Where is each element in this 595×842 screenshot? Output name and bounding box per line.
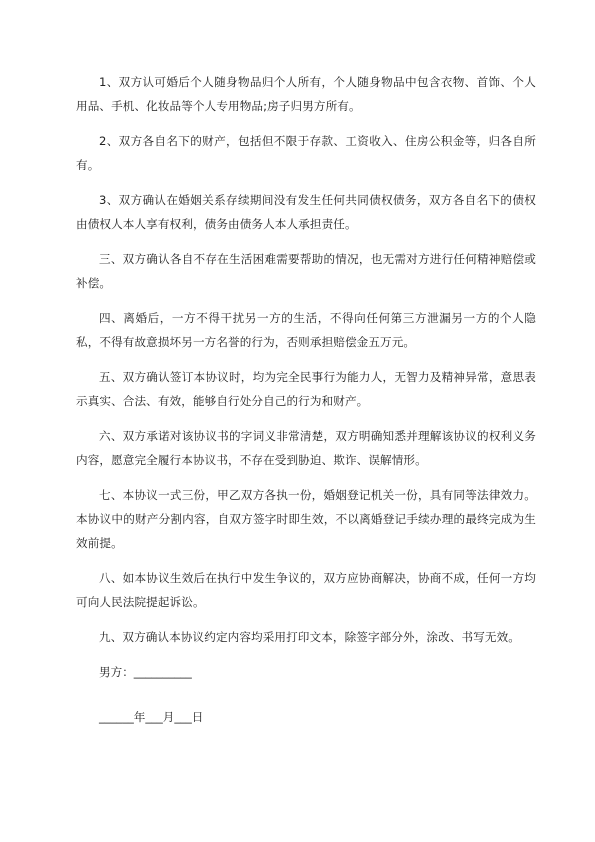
clause-3: 3、双方确认在婚姻关系存续期间没有发生任何共同债权债务，双方各自名下的债权由债权人本人享有权利，债务由债务人本人承担责任。 bbox=[76, 193, 536, 231]
clause-section-9: 九、双方确认本协议约定内容均采用打印文本，除签字部分外，涂改、书写无效。 bbox=[99, 630, 520, 644]
date-line: ______年___月___日 bbox=[99, 710, 204, 724]
clause-section-6: 六、双方承诺对该协议书的字词义非常清楚，双方明确知悉并理解该协议的权利义务内容，愿意完全履行本协议书，不存在受到胁迫、欺诈、误解情形。 bbox=[76, 429, 536, 467]
clause-section-8: 八、如本协议生效后在执行中发生争议的，双方应协商解决，协商不成，任何一方均可向人民法院提起诉讼。 bbox=[76, 571, 536, 609]
male-party-signature-line: 男方：__________ bbox=[99, 665, 192, 679]
clause-section-5: 五、双方确认签订本协议时，均为完全民事行为能力人，无智力及精神异常，意思表示真实、合法、有效，能够自行处分自己的行为和财产。 bbox=[76, 370, 536, 408]
clause-section-3: 三、双方确认各自不存在生活困难需要帮助的情况，也无需对方进行任何精神赔偿或补偿。 bbox=[76, 252, 536, 290]
document-body bbox=[76, 70, 536, 750]
clause-section-4: 四、离婚后，一方不得干扰另一方的生活，不得向任何第三方泄漏另一方的个人隐私，不得有故意损坏另一方名誉的行为，否则承担赔偿金五万元。 bbox=[76, 311, 536, 349]
clause-2: 2、双方各自名下的财产，包括但不限于存款、工资收入、住房公积金等，归各自所有。 bbox=[76, 134, 536, 172]
clause-section-7: 七、本协议一式三份，甲乙双方各执一份，婚姻登记机关一份，具有同等法律效力。本协议中的财产分割内容，自双方签字时即生效，不以离婚登记手续办理的最终完成为生效前提。 bbox=[76, 488, 536, 550]
clause-1: 1、双方认可婚后个人随身物品归个人所有，个人随身物品中包含衣物、首饰、个人用品、手机、化妆品等个人专用物品;房子归男方所有。 bbox=[76, 75, 536, 113]
